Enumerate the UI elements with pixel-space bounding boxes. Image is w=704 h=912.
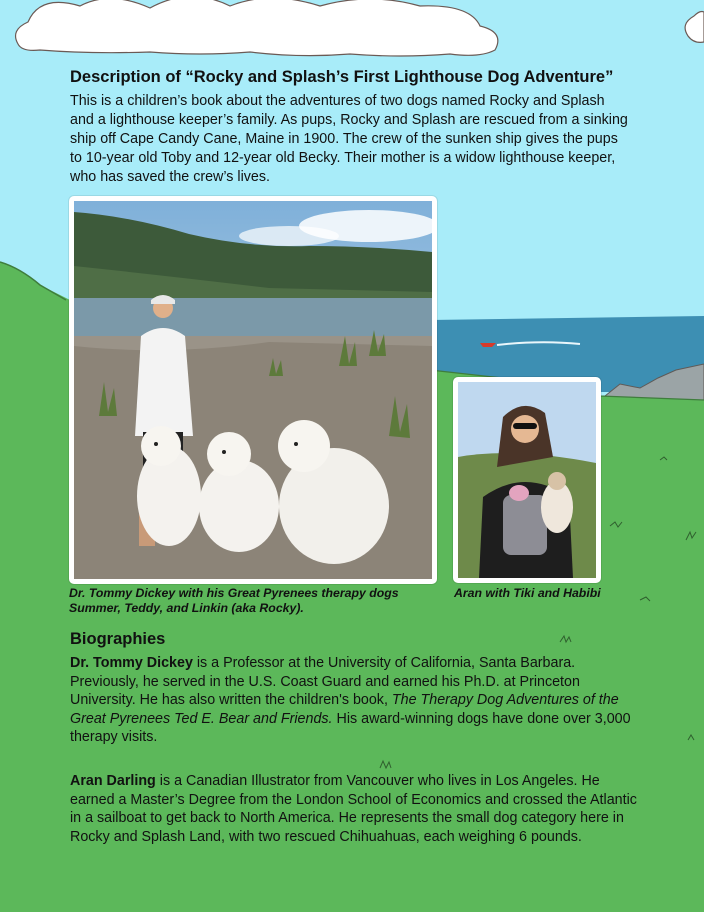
bio-book-title: The Therapy Dog Adventures of the Great Pyrenees Ted E. Bear and Friends.: [70, 692, 619, 727]
description-heading: Description of “Rocky and Splash’s First Lighthouse Dog Adventure”: [70, 68, 614, 86]
bio-name-aran: Aran Darling: [70, 773, 156, 789]
bio-text-tommy-part2: His award-winning dogs have done over 3,000 therapy visits.: [70, 710, 631, 745]
bio-text-tommy-part1: is a Professor at the University of California, Santa Barbara. Previously, he served in the U.S. Coast Guard and earned his Ph.D. at Princeton University. He has also written the children's book,: [70, 655, 580, 708]
bio-name-tommy: Dr. Tommy Dickey: [70, 655, 193, 671]
biographies-heading: Biographies: [70, 630, 166, 648]
bio-aran-darling: [70, 772, 640, 846]
photo-aran-darling: [453, 377, 601, 583]
photo-caption-aran: Aran with Tiki and Habibi: [454, 586, 601, 600]
photo-tommy-dickey-dogs: [69, 196, 437, 584]
bio-tommy-dickey: [70, 654, 640, 747]
photo-caption-tommy: Dr. Tommy Dickey with his Great Pyrenees therapy dogs Summer, Teddy, and Linkin (aka Rocky).: [69, 586, 399, 615]
bio-text-aran: is a Canadian Illustrator from Vancouver who lives in Los Angeles. He earned a Master’s Degree from the London School of Economics and crossed the Atlantic in a sailboat to get back to North America. He represents the small dog category here in Rocky and Splash Land, with two rescued Chihuahuas, each weighing 6 pounds.: [70, 773, 637, 845]
description-text: This is a children’s book about the adventures of two dogs named Rocky and Splash and a lighthouse keeper’s family. As pups, Rocky and Splash are rescued from a sinking ship off Cape Candy Cane, Maine in 1900. The crew of the sunken ship gives the pups to 10-year old Toby and 12-year old Becky. Their mother is a widow lighthouse keeper, who has saved the crew’s lives.: [70, 93, 628, 185]
